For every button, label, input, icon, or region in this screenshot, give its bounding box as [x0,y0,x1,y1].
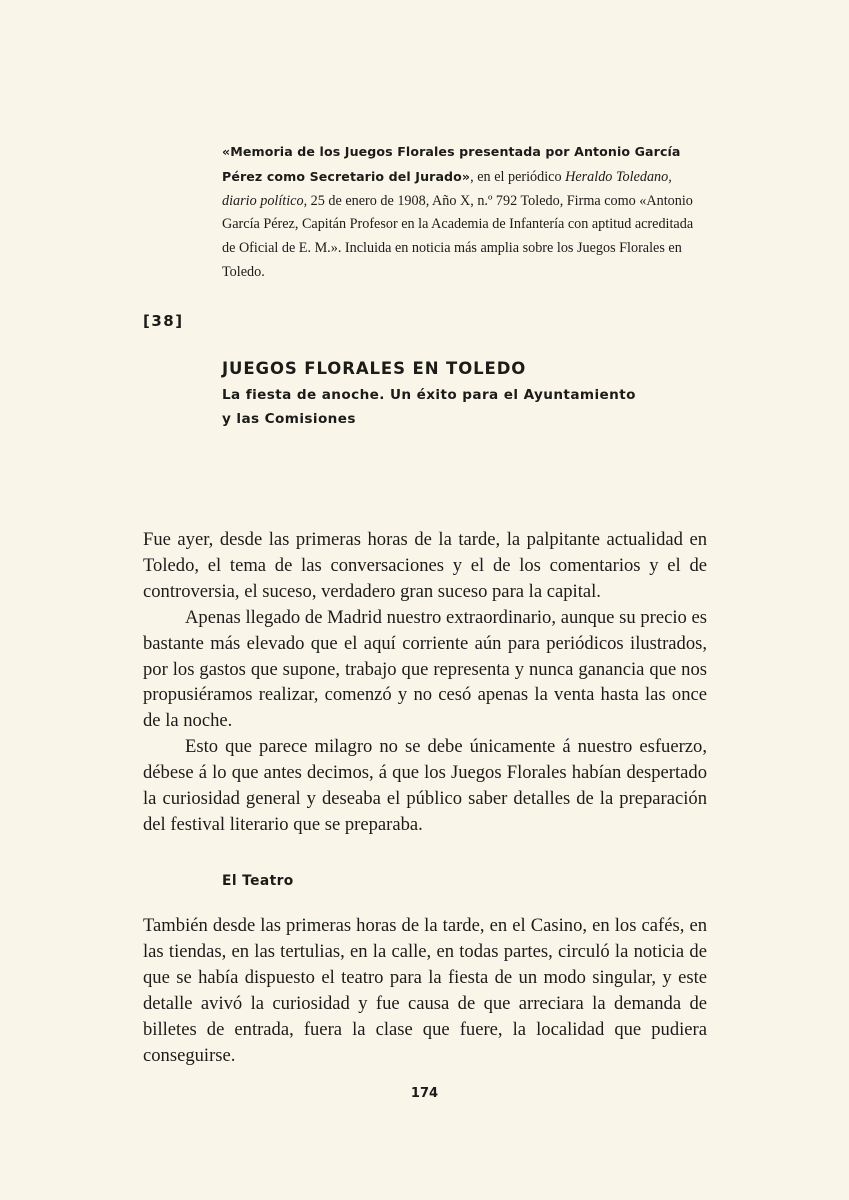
source-note-periodical: Heraldo Toledano, diario político [222,168,672,209]
page-number: 174 [410,1086,439,1101]
article-subtitle-line-1: La fiesta de anoche. Un éxito para el Ayuntamiento [222,387,636,403]
source-note-text-2: , 25 de enero de 1908, Año X, n.º 792 Toledo, Firma como «Antonio García Pérez, Capitán Profesor en la Academia de Infantería con aptitud acreditada de Oficial de E. M.». Incluida en noticia más amplia sobre los Juegos Florales en Toledo. [222,192,694,280]
paragraph: Fue ayer, desde las primeras horas de la tarde, la palpitante actualidad en Toledo, el tema de las conversaciones y el de los comentarios y el de controversia, el suceso, verdadero gran suceso para la capital. [143,529,707,602]
source-note-title: «Memoria de los Juegos Florales presentada por Antonio García Pérez como Secretario del Jurado» [222,144,681,184]
paragraph: Esto que parece milagro no se debe únicamente á nuestro esfuerzo, débese á lo que antes decimos, á que los Juegos Florales habían despertado la curiosidad general y deseaba el público saber detalles de la preparación del festival literario que se preparaba. [143,736,707,835]
paragraph: También desde las primeras horas de la tarde, en el Casino, en los cafés, en las tiendas, en las tertulias, en la calle, en todas partes, circuló la noticia de que se había dispuesto el teatro para la fiesta de un modo singular, y este detalle avivó la curiosidad y fue causa de que arreciara la demanda de billetes de entrada, fuera la clase que fuere, la localidad que pudiera conseguirse. [143,915,707,1066]
section-body [143,913,707,1068]
source-note-text-1: , en el periódico [470,168,566,185]
paragraph: Apenas llegado de Madrid nuestro extraordinario, aunque su precio es bastante más elevado que el aquí corriente aún para periódicos ilustrados, por los gastos que supone, trabajo que representa y nunca ganancia que nos propusiéramos realizar, comenzó y no cesó apenas la venta hasta las once de la noche. [143,606,707,732]
article-title: JUEGOS FLORALES EN TOLEDO [222,359,527,378]
source-note [222,140,694,285]
article-body [143,527,707,838]
section-heading: El Teatro [222,873,294,889]
article-subtitle-line-2: y las Comisiones [222,411,356,427]
document-number: [38] [143,312,184,330]
article-subtitle [222,383,672,431]
